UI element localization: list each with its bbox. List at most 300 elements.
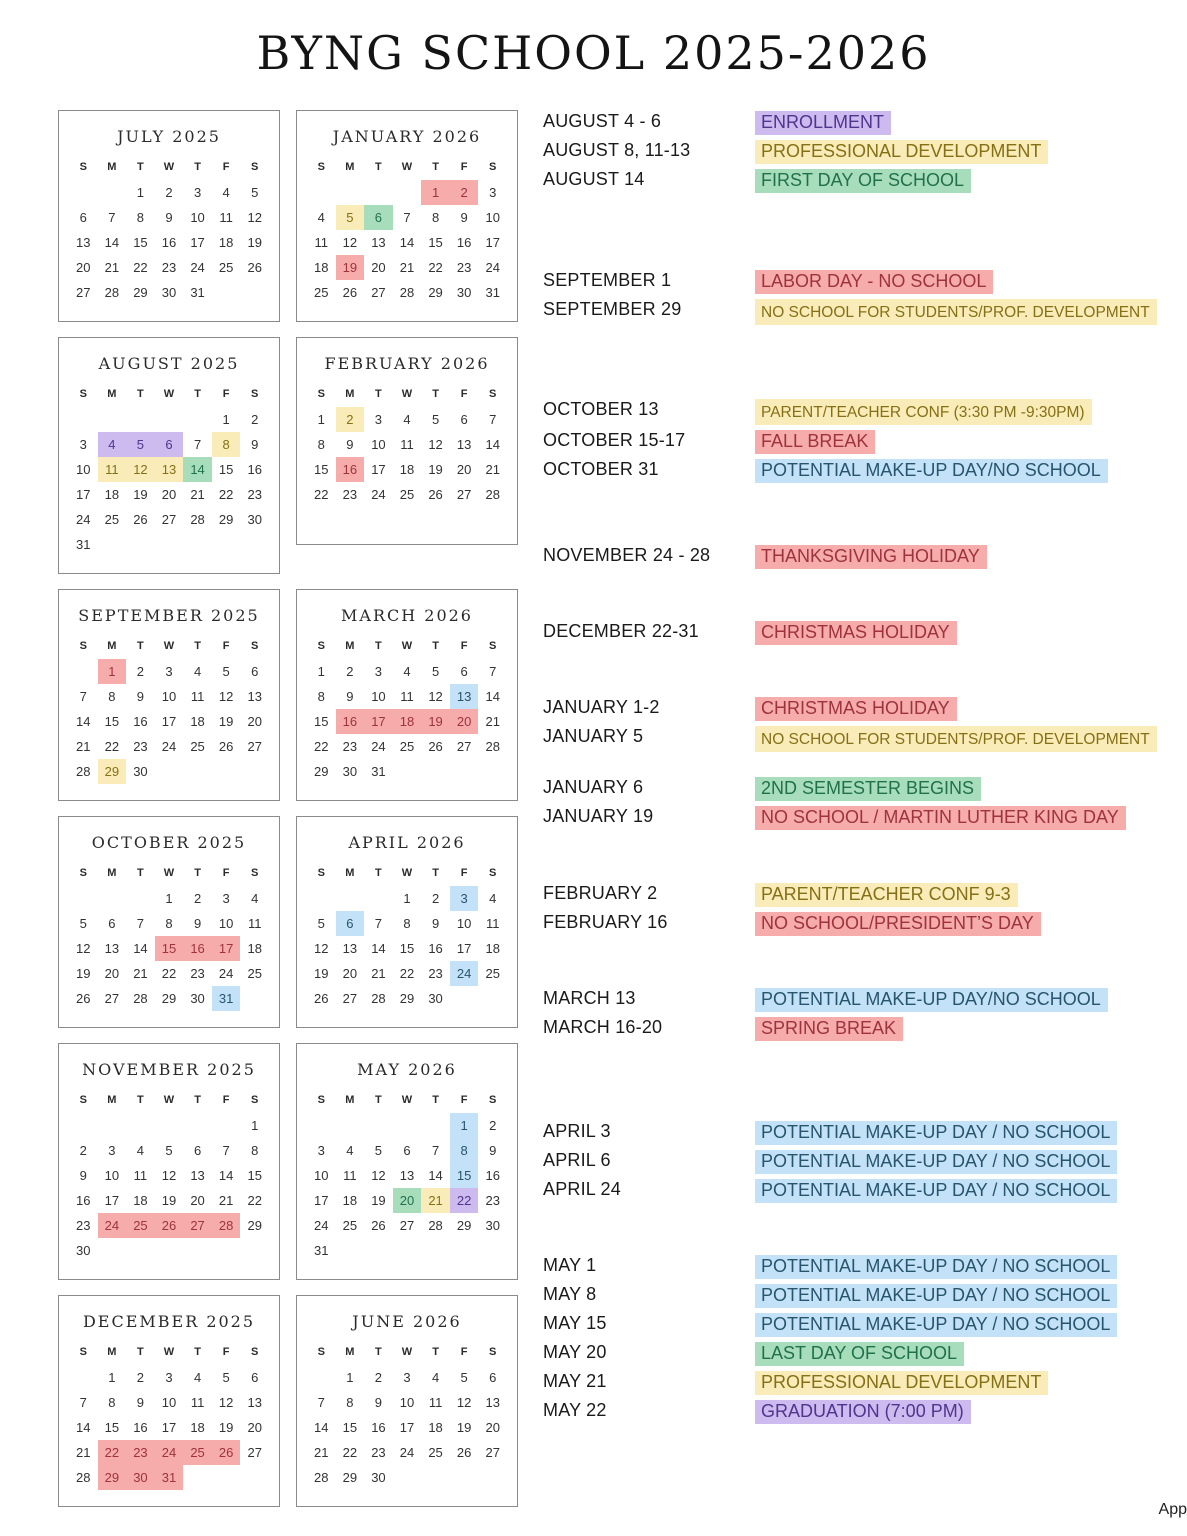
day-cell: 10 (161, 1395, 177, 1410)
day-cell: 15 (450, 1163, 479, 1188)
event-label: FALL BREAK (755, 430, 875, 454)
day-cell: 21 (371, 966, 386, 981)
day-cell: 19 (371, 1193, 386, 1208)
day-cell: 10 (76, 462, 91, 477)
month-calendar (296, 589, 518, 801)
day-cell: 7 (79, 1395, 87, 1410)
event-date: JANUARY 6 (543, 777, 644, 797)
day-cell: 27 (371, 285, 386, 300)
day-cell: 1 (108, 1370, 116, 1385)
day-cell: 24 (371, 487, 386, 502)
event-date: APRIL 3 (543, 1121, 611, 1141)
event-label: NO SCHOOL/PRESIDENT’S DAY (755, 912, 1041, 936)
day-cell: 9 (79, 1168, 87, 1183)
weekday-header: S (489, 161, 497, 173)
day-cell: 27 (485, 1445, 500, 1460)
day-cell: 28 (371, 991, 386, 1006)
event-date: AUGUST 4 - 6 (543, 111, 662, 131)
day-cell: 11 (400, 689, 414, 704)
empty-cell (126, 407, 155, 432)
event-group (543, 697, 1187, 752)
day-cell: 19 (76, 966, 91, 981)
month-title: MARCH 2026 (341, 606, 473, 625)
day-cell: 6 (155, 432, 184, 457)
day-cell: 10 (371, 437, 386, 452)
event-group (543, 777, 1187, 830)
day-cell: 22 (342, 1445, 358, 1460)
day-cell: 19 (218, 714, 234, 729)
empty-cell (364, 180, 393, 205)
weekday-header: M (107, 640, 117, 652)
day-cell: 8 (165, 916, 173, 931)
day-cell: 21 (190, 487, 205, 502)
day-cell: 4 (222, 185, 230, 200)
event-date: DECEMBER 22-31 (543, 621, 699, 641)
weekday-header: W (401, 1094, 413, 1106)
weekday-header: T (432, 1094, 439, 1106)
day-cell: 30 (456, 285, 472, 300)
event-label: THANKSGIVING HOLIDAY (755, 545, 987, 569)
weekday-header: W (401, 1346, 413, 1358)
day-cell: 18 (218, 235, 234, 250)
event-label: POTENTIAL MAKE-UP DAY / NO SCHOOL (755, 1150, 1117, 1174)
day-cell: 8 (317, 437, 325, 452)
weekday-header: F (222, 867, 230, 879)
weekday-header: S (251, 640, 259, 652)
day-cell: 17 (76, 487, 91, 502)
day-cell: 7 (222, 1143, 230, 1158)
event-label: POTENTIAL MAKE-UP DAY/NO SCHOOL (755, 459, 1108, 483)
day-cell: 17 (364, 709, 393, 734)
event-label: PARENT/TEACHER CONF (3:30 PM -9:30PM) (755, 399, 1092, 425)
day-cell: 26 (133, 512, 148, 527)
day-cell: 28 (133, 991, 148, 1006)
day-cell: 17 (212, 936, 241, 961)
day-cell: 20 (393, 1188, 422, 1213)
day-cell: 30 (76, 1243, 91, 1258)
event-row (543, 697, 1187, 721)
day-cell: 16 (247, 462, 262, 477)
empty-cell (364, 1113, 393, 1138)
day-cell: 4 (489, 891, 497, 906)
event-date: NOVEMBER 24 - 28 (543, 545, 711, 565)
month-calendar (58, 1295, 280, 1507)
day-cell: 1 (317, 664, 325, 679)
event-row (543, 111, 1187, 135)
day-cell: 14 (399, 235, 415, 250)
month-title: JANUARY 2026 (332, 127, 482, 146)
day-cell: 31 (155, 1465, 184, 1490)
weekday-header: F (460, 867, 468, 879)
day-cell: 23 (133, 739, 148, 754)
day-cell: 13 (104, 941, 120, 956)
event-label: POTENTIAL MAKE-UP DAY/NO SCHOOL (755, 988, 1108, 1012)
day-cell: 16 (371, 1420, 386, 1435)
content (0, 110, 1187, 1507)
event-date: AUGUST 14 (543, 169, 645, 189)
month-calendar (58, 337, 280, 574)
day-cell: 2 (336, 407, 365, 432)
day-cell: 19 (421, 709, 450, 734)
weekday-header: M (345, 1094, 355, 1106)
event-date: FEBRUARY 16 (543, 912, 668, 932)
day-cell: 1 (251, 1118, 259, 1133)
day-cell: 26 (76, 991, 91, 1006)
day-cell: 18 (190, 714, 205, 729)
empty-cell (69, 1365, 98, 1390)
day-cell: 2 (450, 180, 479, 205)
day-cell: 19 (133, 487, 148, 502)
day-cell: 20 (342, 966, 358, 981)
day-cell: 24 (371, 739, 386, 754)
event-label: PARENT/TEACHER CONF 9-3 (755, 883, 1018, 907)
day-cell: 17 (161, 1420, 177, 1435)
corner-text: App (1158, 1501, 1187, 1518)
day-cell: 23 (485, 1193, 500, 1208)
day-cell: 23 (190, 966, 205, 981)
day-cell: 31 (190, 285, 205, 300)
event-row (543, 1313, 1187, 1337)
event-date: JANUARY 1-2 (543, 697, 660, 717)
event-row (543, 1255, 1187, 1279)
weekday-header: S (489, 1094, 497, 1106)
weekday-header: S (317, 388, 325, 400)
empty-cell (336, 1113, 365, 1138)
day-cell: 19 (218, 1420, 234, 1435)
month-calendar (58, 816, 280, 1028)
weekday-header: S (251, 388, 259, 400)
weekday-header: S (317, 1346, 325, 1358)
day-cell: 25 (485, 966, 500, 981)
weekday-header: M (107, 1346, 117, 1358)
event-row (543, 1150, 1187, 1174)
day-cell: 10 (190, 210, 205, 225)
day-cell: 8 (403, 916, 411, 931)
day-cell: 15 (155, 936, 184, 961)
event-row (543, 1284, 1187, 1308)
day-cell: 5 (165, 1143, 173, 1158)
day-cell: 9 (431, 916, 440, 931)
day-cell: 26 (456, 1445, 472, 1460)
day-cell: 6 (193, 1143, 202, 1158)
day-cell: 2 (136, 1370, 145, 1385)
day-cell: 4 (98, 432, 127, 457)
day-cell: 23 (342, 739, 358, 754)
month-table (307, 861, 507, 1011)
event-label: POTENTIAL MAKE-UP DAY / NO SCHOOL (755, 1255, 1117, 1279)
day-cell: 23 (126, 1440, 155, 1465)
day-cell: 5 (222, 664, 230, 679)
day-cell: 24 (450, 961, 479, 986)
day-cell: 6 (364, 205, 393, 230)
day-cell: 26 (371, 1218, 386, 1233)
event-group (543, 111, 1187, 193)
empty-cell (336, 180, 365, 205)
weekday-header: S (489, 388, 497, 400)
day-cell: 17 (161, 714, 177, 729)
empty-cell (155, 1113, 184, 1138)
day-cell: 24 (485, 260, 500, 275)
weekday-header: W (401, 867, 413, 879)
day-cell: 9 (346, 437, 354, 452)
day-cell: 14 (76, 1420, 91, 1435)
month-table (307, 382, 507, 507)
event-group (543, 399, 1187, 483)
day-cell: 15 (247, 1168, 262, 1183)
day-cell: 17 (371, 462, 386, 477)
day-cell: 15 (314, 462, 329, 477)
weekday-header: T (194, 1094, 201, 1106)
weekday-header: T (137, 867, 144, 879)
event-row (543, 270, 1187, 294)
weekday-header: W (401, 640, 413, 652)
empty-cell (364, 886, 393, 911)
day-cell: 26 (342, 285, 358, 300)
event-label: FIRST DAY OF SCHOOL (755, 169, 971, 193)
month-title: DECEMBER 2025 (82, 1312, 256, 1331)
day-cell: 19 (247, 235, 262, 250)
day-cell: 22 (247, 1193, 262, 1208)
empty-cell (393, 180, 422, 205)
day-cell: 28 (104, 285, 120, 300)
day-cell: 28 (399, 285, 415, 300)
event-group (543, 1255, 1187, 1424)
day-cell: 25 (342, 1218, 358, 1233)
day-cell: 5 (431, 412, 440, 427)
event-date: MAY 21 (543, 1371, 607, 1391)
day-cell: 2 (374, 1370, 383, 1385)
day-cell: 20 (371, 260, 386, 275)
event-label: GRADUATION (7:00 PM) (755, 1400, 971, 1424)
day-cell: 20 (161, 487, 177, 502)
event-label: PROFESSIONAL DEVELOPMENT (755, 1371, 1048, 1395)
day-cell: 16 (485, 1168, 500, 1183)
day-cell: 24 (190, 260, 205, 275)
day-cell: 10 (456, 916, 472, 931)
month-title: APRIL 2026 (348, 833, 466, 852)
day-cell: 3 (165, 664, 173, 679)
day-cell: 16 (183, 936, 212, 961)
day-cell: 24 (161, 739, 177, 754)
day-cell: 4 (431, 1370, 440, 1385)
day-cell: 27 (247, 739, 262, 754)
day-cell: 3 (193, 185, 202, 200)
event-label: POTENTIAL MAKE-UP DAY / NO SCHOOL (755, 1179, 1117, 1203)
day-cell: 29 (98, 759, 127, 784)
day-cell: 18 (428, 1420, 443, 1435)
day-cell: 9 (489, 1143, 497, 1158)
day-cell: 25 (428, 1445, 443, 1460)
day-cell: 14 (428, 1168, 443, 1183)
day-cell: 20 (450, 709, 479, 734)
day-cell: 10 (485, 210, 500, 225)
day-cell: 4 (317, 210, 325, 225)
day-cell: 23 (428, 966, 443, 981)
day-cell: 29 (399, 991, 415, 1006)
day-cell: 13 (76, 235, 91, 250)
day-cell: 11 (219, 210, 233, 225)
day-cell: 29 (161, 991, 177, 1006)
weekday-header: T (375, 388, 382, 400)
month-calendar (296, 1295, 518, 1507)
page-title: BYNG SCHOOL 2025-2026 (256, 26, 931, 80)
day-cell: 24 (98, 1213, 127, 1238)
day-cell: 6 (251, 1370, 259, 1385)
weekday-header: S (317, 867, 325, 879)
day-cell: 27 (456, 739, 472, 754)
day-cell: 18 (247, 941, 262, 956)
month-table (307, 634, 507, 784)
day-cell: 8 (251, 1143, 259, 1158)
empty-cell (126, 1113, 155, 1138)
day-cell: 16 (336, 457, 365, 482)
day-cell: 1 (317, 412, 325, 427)
month-title: SEPTEMBER 2025 (78, 606, 260, 625)
day-cell: 25 (104, 512, 120, 527)
event-row (543, 1371, 1187, 1395)
day-cell: 21 (104, 260, 120, 275)
day-cell: 17 (314, 1193, 329, 1208)
day-cell: 24 (314, 1218, 329, 1233)
day-cell: 17 (104, 1193, 120, 1208)
day-cell: 16 (76, 1193, 91, 1208)
weekday-header: W (163, 867, 175, 879)
event-date: JANUARY 19 (543, 806, 654, 826)
day-cell: 8 (431, 210, 440, 225)
weekday-header: M (107, 1094, 117, 1106)
day-cell: 3 (165, 1370, 173, 1385)
day-cell: 17 (399, 1420, 415, 1435)
day-cell: 12 (456, 1395, 472, 1410)
day-cell: 4 (403, 412, 411, 427)
day-cell: 5 (317, 916, 325, 931)
day-cell: 7 (431, 1143, 440, 1158)
month-table (69, 382, 269, 557)
event-group (543, 621, 1187, 645)
empty-cell (69, 886, 98, 911)
day-cell: 30 (485, 1218, 500, 1233)
event-date: OCTOBER 13 (543, 399, 659, 419)
day-cell: 4 (403, 664, 411, 679)
day-cell: 7 (317, 1395, 325, 1410)
event-row (543, 140, 1187, 164)
day-cell: 21 (76, 739, 91, 754)
day-cell: 22 (428, 260, 443, 275)
day-cell: 10 (371, 689, 386, 704)
day-cell: 7 (489, 412, 497, 427)
weekday-header: T (194, 161, 201, 173)
day-cell: 14 (183, 457, 212, 482)
day-cell: 21 (421, 1188, 450, 1213)
empty-cell (69, 659, 98, 684)
day-cell: 15 (133, 235, 148, 250)
weekday-header: S (79, 1094, 87, 1106)
day-cell: 9 (251, 437, 259, 452)
day-cell: 10 (314, 1168, 329, 1183)
weekday-header: T (194, 1346, 201, 1358)
day-cell: 8 (346, 1395, 354, 1410)
day-cell: 5 (460, 1370, 468, 1385)
event-row (543, 399, 1187, 425)
day-cell: 1 (165, 891, 173, 906)
day-cell: 1 (136, 185, 145, 200)
event-label: LAST DAY OF SCHOOL (755, 1342, 964, 1366)
weekday-header: T (137, 1094, 144, 1106)
weekday-header: W (163, 388, 175, 400)
weekday-header: W (163, 640, 175, 652)
day-cell: 2 (193, 891, 202, 906)
day-cell: 7 (374, 916, 383, 931)
empty-cell (393, 1113, 422, 1138)
day-cell: 19 (336, 255, 365, 280)
day-cell: 30 (161, 285, 177, 300)
weekday-header: F (460, 1094, 468, 1106)
month-table (307, 1088, 507, 1263)
event-row (543, 1342, 1187, 1366)
day-cell: 10 (161, 689, 177, 704)
event-date: FEBRUARY 2 (543, 883, 658, 903)
day-cell: 11 (247, 916, 262, 931)
event-row (543, 459, 1187, 483)
day-cell: 26 (212, 1440, 241, 1465)
day-cell: 19 (314, 966, 329, 981)
day-cell: 9 (460, 210, 468, 225)
empty-cell (98, 886, 127, 911)
month-calendar (296, 110, 518, 322)
day-cell: 11 (400, 437, 414, 452)
day-cell: 30 (428, 991, 443, 1006)
event-label: POTENTIAL MAKE-UP DAY / NO SCHOOL (755, 1284, 1117, 1308)
event-date: MAY 22 (543, 1400, 607, 1420)
weekday-header: S (489, 867, 497, 879)
weekday-header: T (432, 867, 439, 879)
day-cell: 23 (76, 1218, 91, 1233)
day-cell: 28 (428, 1218, 443, 1233)
day-cell: 12 (428, 689, 443, 704)
empty-cell (98, 180, 127, 205)
event-group (543, 545, 1187, 569)
day-cell: 27 (183, 1213, 212, 1238)
day-cell: 20 (190, 1193, 205, 1208)
event-row (543, 912, 1187, 936)
day-cell: 27 (104, 991, 120, 1006)
day-cell: 1 (222, 412, 230, 427)
day-cell: 18 (342, 1193, 358, 1208)
event-row (543, 169, 1187, 193)
empty-cell (155, 407, 184, 432)
day-cell: 15 (104, 714, 120, 729)
empty-cell (98, 1113, 127, 1138)
day-cell: 29 (98, 1465, 127, 1490)
month-table (69, 1340, 269, 1490)
day-cell: 21 (314, 1445, 329, 1460)
day-cell: 3 (79, 437, 87, 452)
day-cell: 18 (190, 1420, 205, 1435)
day-cell: 5 (336, 205, 365, 230)
day-cell: 28 (485, 487, 500, 502)
day-cell: 29 (247, 1218, 262, 1233)
event-label: POTENTIAL MAKE-UP DAY / NO SCHOOL (755, 1313, 1117, 1337)
day-cell: 28 (314, 1470, 329, 1485)
day-cell: 14 (133, 941, 148, 956)
weekday-header: M (345, 867, 355, 879)
day-cell: 18 (104, 487, 120, 502)
event-row (543, 883, 1187, 907)
event-date: MAY 15 (543, 1313, 607, 1333)
weekday-header: M (107, 388, 117, 400)
weekday-header: S (251, 161, 259, 173)
day-cell: 13 (450, 684, 479, 709)
